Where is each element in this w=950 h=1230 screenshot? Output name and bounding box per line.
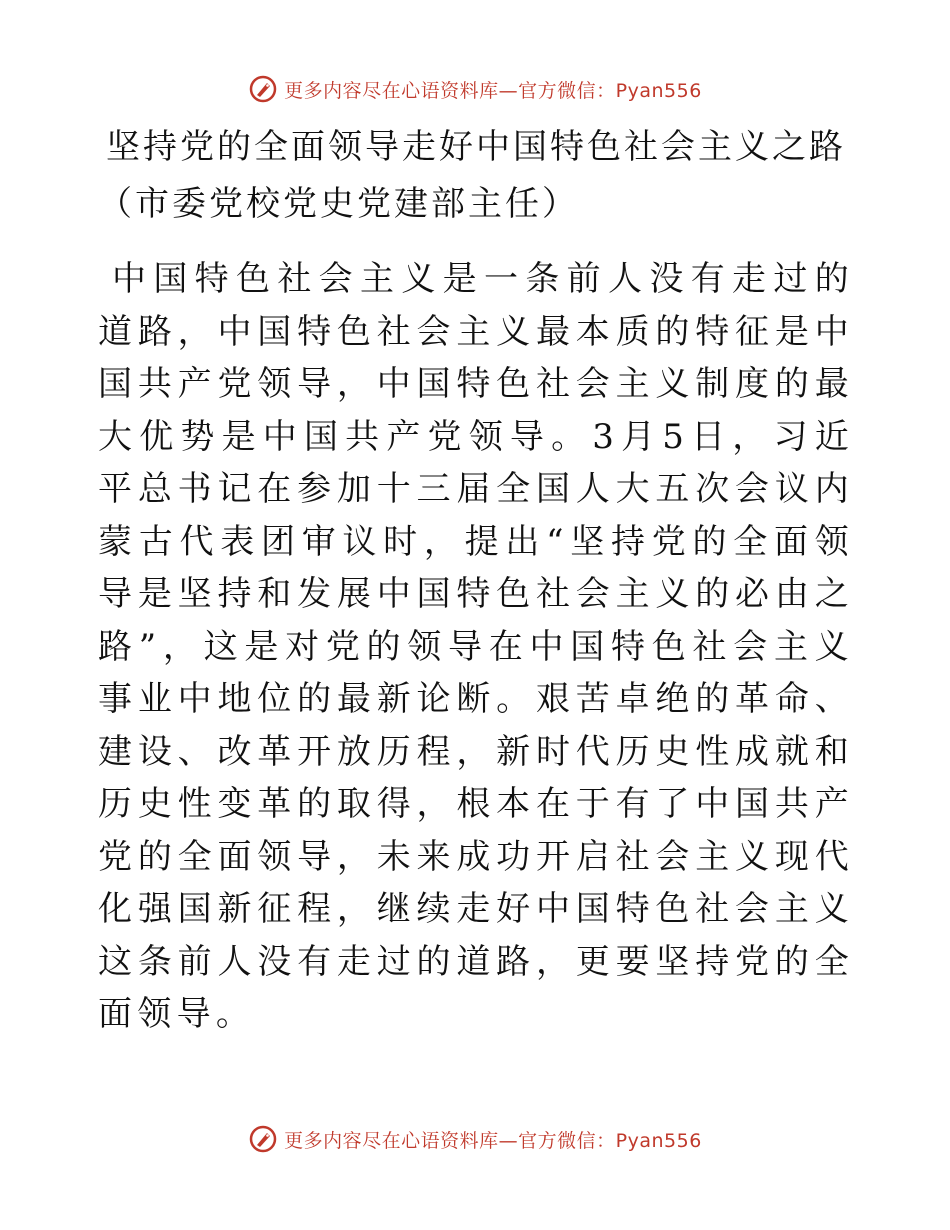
header-watermark-text: 更多内容尽在心语资料库—官方微信：Pyan556 (284, 79, 702, 102)
header-watermark (0, 74, 950, 104)
pen-nib-seal-icon (248, 74, 278, 104)
footer-watermark (0, 1124, 950, 1154)
document-title: 坚持党的全面领导走好中国特色社会主义之路 (106, 127, 846, 167)
pen-nib-seal-icon (248, 1124, 278, 1154)
document-subtitle: （市委党校党史党建部主任） (98, 184, 579, 224)
body-paragraph: 中国特色社会主义是一条前人没有走过的道路，中国特色社会主义最本质的特征是中国共产党领导，中国特色社会主义制度的最大优势是中国共产党领导。3月5日，习近平总书记在参加十三届全国人大五次会议内蒙古代表团审议时，提出“坚持党的全面领导是坚持和发展中国特色社会主义的必由之路”，这是对党的领导在中国特色社会主义事业中地位的最新论断。艰苦卓绝的革命、建设、改革开放历程，新时代历史性成就和历史性变革的取得，根本在于有了中国共产党的全面领导，未来成功开启社会主义现代化强国新征程，继续走好中国特色社会主义这条前人没有走过的道路，更要坚持党的全面领导。 (98, 259, 854, 1034)
footer-watermark-text: 更多内容尽在心语资料库—官方微信：Pyan556 (284, 1129, 702, 1152)
